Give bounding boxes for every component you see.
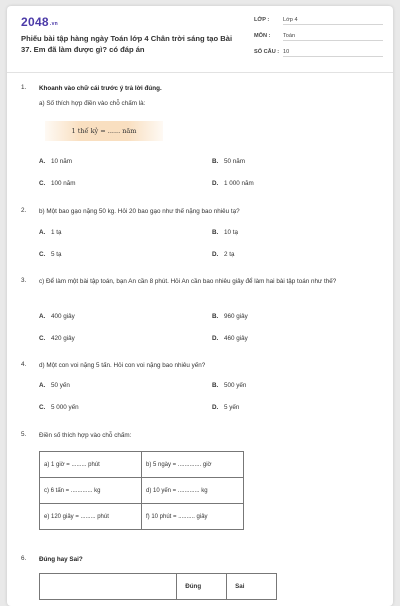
fill-cell-a[interactable]: a) 1 giờ = ......... phút <box>40 452 142 478</box>
question-4-number: 4. <box>21 361 27 368</box>
table-row <box>40 452 244 478</box>
fill-cell-d[interactable]: d) 10 yến = ............. kg <box>142 478 244 504</box>
meta-subject: MÔN : Toán <box>254 31 384 43</box>
question-2-number: 2. <box>21 207 27 214</box>
col-true-header: Đúng <box>177 574 227 600</box>
q3-option-d[interactable]: D. 460 giây <box>212 335 248 342</box>
fill-in-table <box>39 451 244 530</box>
q4-option-c[interactable]: C. 5 000 yến <box>39 404 79 411</box>
q1-option-d[interactable]: D. 1 000 năm <box>212 180 254 187</box>
question-4-text: d) Một con voi nặng 5 tấn. Hỏi con voi nặng bao nhiêu yến? <box>39 362 206 369</box>
question-5-text: Điền số thích hợp vào chỗ chấm: <box>39 432 132 439</box>
table-row <box>40 574 277 600</box>
q3-option-c[interactable]: C. 420 giây <box>39 335 75 342</box>
fill-cell-b[interactable]: b) 5 ngày = .............. giờ <box>142 452 244 478</box>
q1-option-c[interactable]: C. 100 năm <box>39 180 76 187</box>
header-divider <box>7 72 393 73</box>
fill-cell-e[interactable]: e) 120 giây = ......... phút <box>40 504 142 530</box>
q4-option-b[interactable]: B. 500 yến <box>212 382 247 389</box>
q4-option-a[interactable]: A. 50 yến <box>39 382 70 389</box>
worksheet-page <box>7 6 393 606</box>
statement-header-cell <box>40 574 177 600</box>
q3-option-b[interactable]: B. 960 giây <box>212 313 248 320</box>
table-row <box>40 504 244 530</box>
question-6-number: 6. <box>21 555 27 562</box>
q2-option-a[interactable]: A. 1 tạ <box>39 229 62 236</box>
meta-question-count: SỐ CÂU : 10 <box>254 47 384 59</box>
question-1-subtext: a) Số thích hợp điền vào chỗ chấm là: <box>39 100 146 107</box>
col-false-header: Sai <box>227 574 277 600</box>
true-false-table <box>39 573 277 600</box>
q2-option-d[interactable]: D. 2 tạ <box>212 251 235 258</box>
formula-highlight: 1 thế kỷ = ...... năm <box>45 121 163 141</box>
fill-cell-f[interactable]: f) 10 phút = .......... giây <box>142 504 244 530</box>
q2-option-b[interactable]: B. 10 tạ <box>212 229 239 236</box>
question-6-text: Đúng hay Sai? <box>39 556 83 563</box>
q2-option-c[interactable]: C. 5 tạ <box>39 251 62 258</box>
table-row <box>40 478 244 504</box>
q4-option-d[interactable]: D. 5 yến <box>212 404 240 411</box>
site-logo[interactable]: 2048.vn <box>21 15 59 29</box>
q3-option-a[interactable]: A. 400 giây <box>39 313 75 320</box>
q1-option-a[interactable]: A. 10 năm <box>39 158 73 165</box>
worksheet-header <box>7 6 393 68</box>
question-5-number: 5. <box>21 431 27 438</box>
meta-class: LỚP : Lớp 4 <box>254 15 384 27</box>
question-2-text: b) Một bao gạo nặng 50 kg. Hỏi 20 bao gạo như thế nặng bao nhiêu tạ? <box>39 208 240 215</box>
question-1-text: Khoanh vào chữ cái trước ý trả lời đúng. <box>39 85 162 92</box>
question-1-number: 1. <box>21 84 27 91</box>
q1-option-b[interactable]: B. 50 năm <box>212 158 246 165</box>
worksheet-title: Phiếu bài tập hàng ngày Toán lớp 4 Chân trời sáng tạo Bài 37. Em đã làm được gì? có đáp án <box>21 34 233 54</box>
fill-cell-c[interactable]: c) 6 tấn = ............. kg <box>40 478 142 504</box>
question-3-number: 3. <box>21 277 27 284</box>
question-3-text: c) Để làm một bài tập toán, bạn An cần 8 phút. Hỏi An cần bao nhiêu giây để làm hai bài tập toán như thế? <box>39 278 337 285</box>
